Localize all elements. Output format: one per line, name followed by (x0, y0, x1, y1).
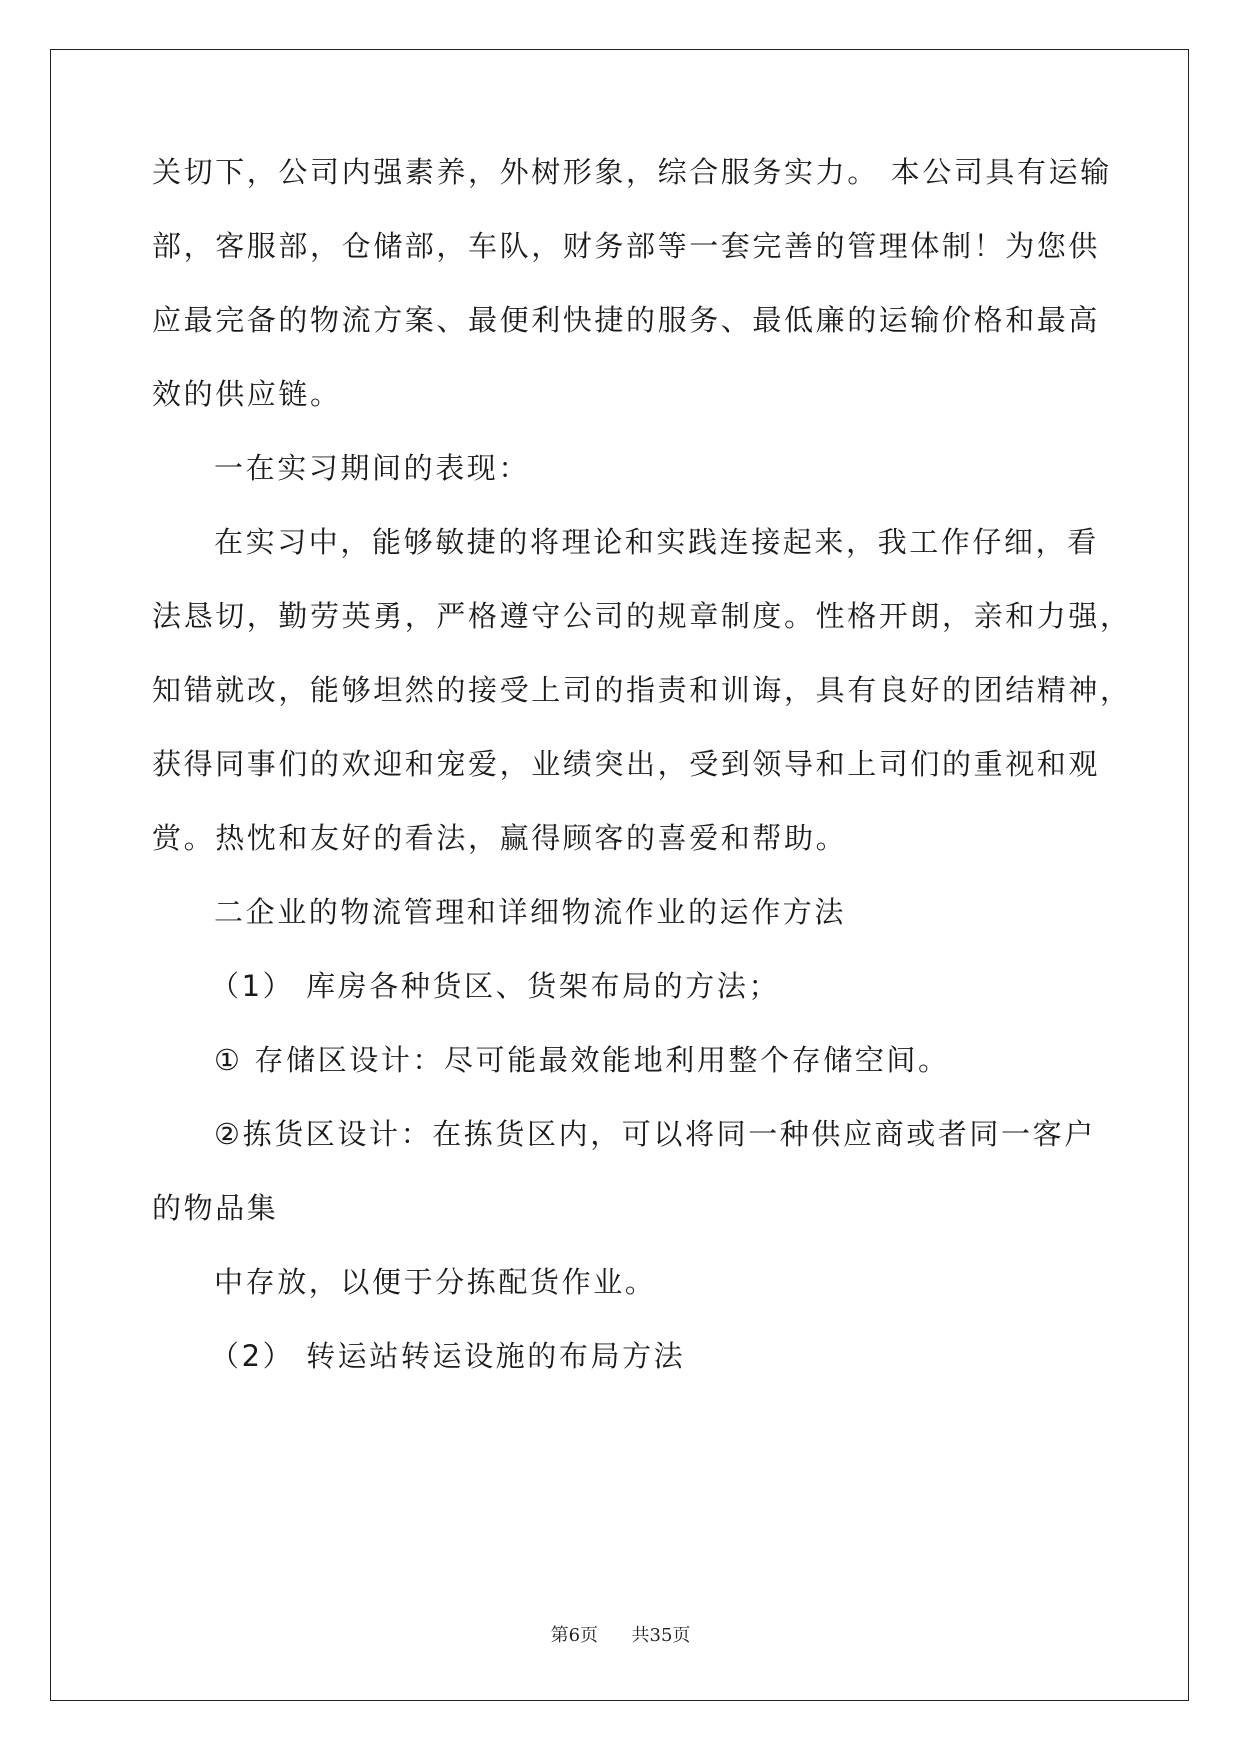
paragraph-line: 关切下，公司内强素养，外树形象，综合服务实力。 本公司具有运输 (152, 155, 1112, 189)
page-border (50, 49, 1189, 1701)
paragraph-line: 部，客服部，仓储部，车队，财务部等一套完善的管理体制！为您供 (152, 229, 1101, 263)
paragraph-line: 获得同事们的欢迎和宠爱，业绩突出，受到领导和上司们的重视和观 (152, 747, 1101, 781)
paragraph-line: 在实习中，能够敏捷的将理论和实践连接起来，我工作仔细，看 (214, 525, 1099, 559)
page-footer (0, 1624, 1241, 1648)
page-total: 共35页 (631, 1625, 691, 1646)
list-item: 中存放，以便于分拣配货作业。 (214, 1265, 657, 1299)
list-item: ① 存储区设计：尽可能最效能地利用整个存储空间。 (214, 1043, 950, 1077)
paragraph-line: 应最完备的物流方案、最便利快捷的服务、最低廉的运输价格和最高 (152, 303, 1101, 337)
page-number: 第6页 (550, 1625, 599, 1646)
paragraph-line: 知错就改，能够坦然的接受上司的指责和训诲，具有良好的团结精神， (152, 673, 1132, 707)
paragraph-line: 法恳切，勤劳英勇，严格遵守公司的规章制度。性格开朗，亲和力强， (152, 599, 1132, 633)
list-item: 的物品集 (152, 1191, 279, 1225)
list-item: ②拣货区设计：在拣货区内，可以将同一种供应商或者同一客户 (214, 1117, 1096, 1151)
section-heading: 二企业的物流管理和详细物流作业的运作方法 (214, 895, 847, 929)
paragraph-line: 赏。热忱和友好的看法，赢得顾客的喜爱和帮助。 (152, 821, 848, 855)
paragraph-line: 效的供应链。 (152, 377, 342, 411)
list-item: （1） 库房各种货区、货架布局的方法； (210, 969, 781, 1003)
list-item: （2） 转运站转运设施的布局方法 (210, 1339, 686, 1373)
section-heading: 一在实习期间的表现： (214, 451, 531, 485)
